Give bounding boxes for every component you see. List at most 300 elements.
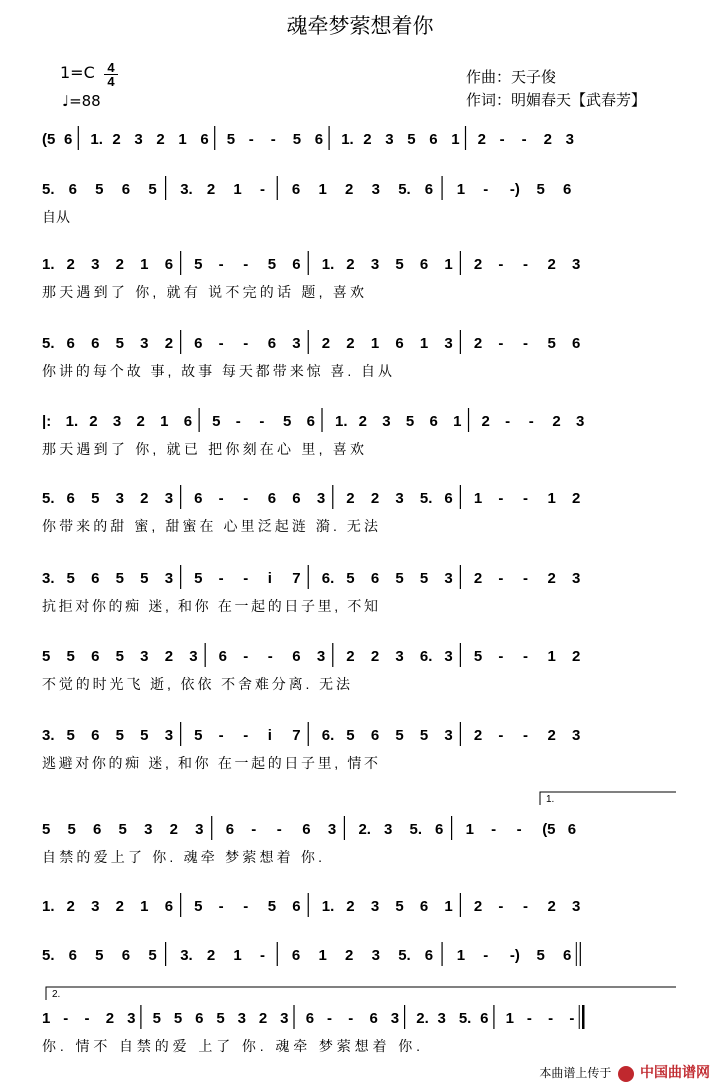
note: - [63, 1010, 69, 1027]
note: 2. [416, 1010, 429, 1027]
note: 5 [473, 648, 483, 665]
note: 5 [292, 131, 302, 148]
note: 1 [370, 335, 380, 352]
note: 2 [206, 947, 216, 964]
note: 3 [112, 413, 122, 430]
note: 2 [370, 648, 380, 665]
note: 1 [505, 1010, 514, 1027]
note: - [235, 413, 241, 430]
note: 5 [395, 256, 404, 273]
note: 2 [552, 413, 561, 430]
note: -) [509, 181, 520, 198]
note: 2 [346, 898, 355, 915]
lyricist-credit: 作词：明媚春天【武春芳】 [466, 91, 647, 109]
note: 1. [42, 898, 55, 915]
note: 3 [327, 821, 337, 838]
note: 5 [267, 256, 277, 273]
note: - [243, 898, 249, 915]
note: 6 [195, 1010, 204, 1027]
note: 3 [444, 570, 453, 587]
note: - [498, 490, 504, 507]
note: - [498, 570, 504, 587]
note: 2 [164, 648, 174, 665]
note: 5 [95, 947, 104, 964]
note: 3 [444, 335, 453, 352]
note: 6 [291, 181, 301, 198]
note: - [498, 898, 504, 915]
note: 1. [321, 256, 335, 273]
note: - [251, 821, 257, 838]
note: 6 [194, 335, 203, 352]
note: 5 [212, 413, 221, 430]
note: 5 [419, 727, 429, 744]
note: 1 [465, 821, 474, 838]
note: 6 [93, 821, 102, 838]
volta-second-bracket [46, 987, 676, 1000]
note: 7 [292, 727, 301, 744]
composer-credit: 作曲：天子俊 [466, 68, 557, 86]
note: i [267, 727, 272, 744]
note: 1 [233, 947, 242, 964]
note: 2 [321, 335, 331, 352]
note: 2 [346, 256, 355, 273]
note: 2 [66, 898, 75, 915]
note: 6 [164, 256, 174, 273]
note: 5. [458, 1010, 472, 1027]
note: 6 [68, 947, 77, 964]
note: 2 [115, 256, 124, 273]
note: 3 [164, 570, 174, 587]
note: - [522, 727, 528, 744]
note: 2 [547, 256, 556, 273]
note: 6 [395, 335, 404, 352]
note: 6 [292, 490, 301, 507]
note: 3 [280, 1010, 289, 1027]
note: 1 [318, 181, 327, 198]
note: 1 [178, 131, 187, 148]
note: 3 [292, 335, 301, 352]
note: 5. [42, 490, 55, 507]
note: 6 [480, 1010, 489, 1027]
note: 5. [398, 181, 411, 198]
note: 6 [91, 335, 100, 352]
note: 3 [572, 256, 581, 273]
note: 6 [91, 727, 100, 744]
note: 5 [66, 648, 75, 665]
note: - [522, 490, 528, 507]
note: 3 [127, 1010, 136, 1027]
note: (5 [42, 131, 56, 148]
note: -) [509, 947, 520, 964]
note: 5 [115, 335, 124, 352]
note: 5 [42, 648, 51, 665]
note: 6 [563, 947, 572, 964]
note: - [522, 648, 528, 665]
note: - [218, 727, 224, 744]
note: 6 [306, 413, 315, 430]
note: i [267, 570, 272, 587]
note: 1 [473, 490, 483, 507]
note: 2 [89, 413, 98, 430]
note: 2 [473, 898, 483, 915]
note: 6 [183, 413, 193, 430]
note: 1 [233, 181, 242, 198]
note: 3 [371, 181, 380, 198]
note: 5 [67, 821, 76, 838]
note: - [483, 181, 489, 198]
note: 5 [115, 570, 124, 587]
note: 6 [424, 181, 434, 198]
note: 2. [358, 821, 371, 838]
note: - [522, 256, 528, 273]
note: 5 [148, 947, 157, 964]
note: 5 [536, 947, 545, 964]
note: - [276, 821, 282, 838]
key-signature: 1=C [60, 63, 95, 82]
note: 3 [565, 131, 574, 148]
note: 5 [267, 898, 277, 915]
note: 1 [444, 898, 453, 915]
note: 5 [118, 821, 127, 838]
note: 6 [419, 256, 429, 273]
note: 5 [536, 181, 545, 198]
note: 5 [91, 490, 100, 507]
note: - [491, 821, 497, 838]
note: 3 [444, 648, 453, 665]
note: - [243, 256, 249, 273]
note: - [528, 413, 534, 430]
lyric-line: 自从 [42, 209, 70, 225]
tempo-marking: ♩=88 [62, 92, 101, 110]
upload-text: 本曲谱上传于 [539, 1066, 612, 1080]
note: - [483, 947, 489, 964]
note: 3 [91, 898, 100, 915]
repeat-start-sign: |: [42, 413, 52, 430]
note: 1. [42, 256, 55, 273]
note: 6 [444, 490, 453, 507]
note: 5. [42, 335, 55, 352]
note: 3. [180, 947, 193, 964]
note: 3 [140, 648, 149, 665]
note: 3 [144, 821, 153, 838]
note: 5. [419, 490, 433, 507]
lyric-line: 那天遇到了 你, 就有 说不完的话 题, 喜欢 [42, 284, 364, 300]
note: 6 [66, 335, 75, 352]
note: 6 [194, 490, 203, 507]
note: 3 [576, 413, 585, 430]
note: 5 [194, 256, 203, 273]
note: 6 [305, 1010, 315, 1027]
note: 5. [42, 181, 55, 198]
note: 2 [345, 181, 354, 198]
note: 5 [407, 131, 416, 148]
note: 2 [346, 648, 355, 665]
note: 6 [267, 335, 277, 352]
note: 3 [164, 490, 174, 507]
note: 3 [316, 490, 326, 507]
site-name: 中国曲谱网 [640, 1065, 710, 1081]
note: 2 [346, 335, 355, 352]
note: - [243, 648, 249, 665]
note: 2 [363, 131, 372, 148]
note: 2 [572, 648, 581, 665]
note: 3 [189, 648, 198, 665]
note: 5 [395, 727, 404, 744]
note: 7 [292, 570, 301, 587]
note: 1. [321, 898, 335, 915]
note: 5 [194, 898, 203, 915]
note: 2 [547, 570, 556, 587]
note: 2 [370, 490, 380, 507]
note: 1. [90, 131, 103, 148]
song-title: 魂牵梦萦想着你 [286, 14, 434, 38]
time-signature-bottom: 4 [107, 74, 115, 89]
note: 6 [435, 821, 444, 838]
note: - [499, 131, 505, 148]
note: 2 [105, 1010, 115, 1027]
note: 6 [292, 648, 301, 665]
note: 5 [395, 898, 404, 915]
note: - [498, 256, 504, 273]
note: 3 [115, 490, 124, 507]
note: - [259, 947, 265, 964]
note: - [522, 898, 528, 915]
note: 6 [302, 821, 311, 838]
note: - [498, 335, 504, 352]
lyric-line: 抗拒对你的痴 迷, 和你 在一起的日子里, 不知 [42, 598, 378, 614]
note: - [218, 570, 224, 587]
note: 3 [134, 131, 143, 148]
site-logo-icon [618, 1066, 634, 1082]
note: 5 [226, 131, 236, 148]
note: 6. [321, 570, 335, 587]
note: 5 [42, 821, 51, 838]
note: 5 [115, 648, 124, 665]
note: 2 [164, 335, 174, 352]
note: - [218, 335, 224, 352]
note: - [498, 727, 504, 744]
note: - [526, 1010, 532, 1027]
note: 6 [121, 947, 131, 964]
note: 1 [456, 947, 466, 964]
note: 3 [371, 947, 380, 964]
note: 5. [42, 947, 55, 964]
note: 2 [358, 413, 367, 430]
note: 6 [370, 570, 380, 587]
note: 3. [42, 570, 55, 587]
note: 2 [66, 256, 75, 273]
note: - [218, 898, 224, 915]
note: 1. [341, 131, 354, 148]
note: 5. [409, 821, 423, 838]
note: - [521, 131, 527, 148]
note: - [259, 181, 265, 198]
note: 5 [405, 413, 415, 430]
note: 6 [91, 570, 100, 587]
note: 2 [543, 131, 552, 148]
note: 6 [164, 898, 174, 915]
note: 1 [419, 335, 429, 352]
note: 6 [64, 131, 73, 148]
note: 5 [95, 181, 104, 198]
note: 1 [42, 1010, 51, 1027]
note: - [522, 335, 528, 352]
note: 2 [140, 490, 149, 507]
note: 6 [369, 1010, 378, 1027]
note: 2 [473, 335, 483, 352]
note: 2 [547, 727, 556, 744]
note: 2 [477, 131, 486, 148]
note: (5 [542, 821, 556, 838]
note: 5 [66, 727, 75, 744]
note: 2 [473, 727, 483, 744]
note: - [84, 1010, 90, 1027]
note: 6 [563, 181, 572, 198]
note: 3 [572, 898, 581, 915]
note: 1 [451, 131, 460, 148]
note: 5 [152, 1010, 161, 1027]
note: - [243, 490, 249, 507]
note: 6 [267, 490, 277, 507]
note: 5 [148, 181, 157, 198]
note: 1. [65, 413, 79, 430]
note: 3 [382, 413, 391, 430]
note: - [248, 131, 254, 148]
note: - [505, 413, 511, 430]
note: 5 [115, 727, 124, 744]
lyric-line: 不觉的时光飞 逝, 依依 不舍难分离. 无法 [42, 676, 350, 692]
note: 2 [346, 490, 355, 507]
note: 1 [318, 947, 327, 964]
note: 3 [385, 131, 394, 148]
note: 2 [136, 413, 145, 430]
note: 2 [115, 898, 124, 915]
note: 6 [292, 256, 301, 273]
note: 6 [424, 947, 434, 964]
note: 6 [292, 898, 301, 915]
note: 5 [419, 570, 429, 587]
time-signature-top: 4 [107, 60, 115, 75]
note: 1 [453, 413, 462, 430]
note: 2 [473, 256, 483, 273]
note: 5 [66, 570, 75, 587]
note: 5 [283, 413, 292, 430]
note: 3. [180, 181, 193, 198]
note: 5 [346, 727, 355, 744]
note: 2 [112, 131, 121, 148]
note: 1 [140, 256, 149, 273]
note: 3 [370, 898, 380, 915]
note: 3 [395, 490, 404, 507]
note: - [243, 570, 249, 587]
note: 6 [68, 181, 77, 198]
note: 3. [42, 727, 55, 744]
note: 3 [390, 1010, 400, 1027]
note: - [498, 648, 504, 665]
lyric-line: 那天遇到了 你, 就已 把你刻在心 里, 喜欢 [42, 441, 364, 457]
note: - [348, 1010, 354, 1027]
note: 5 [194, 727, 203, 744]
note: - [516, 821, 522, 838]
note: 1 [444, 256, 453, 273]
note: 1 [547, 490, 556, 507]
note: 3 [164, 727, 174, 744]
note: 3 [437, 1010, 446, 1027]
note: 2 [481, 413, 490, 430]
note: 5 [140, 727, 149, 744]
note: - [569, 1010, 575, 1027]
note: 6 [429, 413, 438, 430]
note: - [270, 131, 276, 148]
note: 3 [237, 1010, 246, 1027]
note: 5 [395, 570, 404, 587]
note: 6 [91, 648, 100, 665]
note: - [243, 335, 249, 352]
note: 5 [140, 570, 149, 587]
note: 6 [291, 947, 301, 964]
note: 6 [225, 821, 235, 838]
note: - [243, 727, 249, 744]
note: 6. [419, 648, 433, 665]
note: 5 [216, 1010, 225, 1027]
note: - [548, 1010, 554, 1027]
note: 2 [258, 1010, 268, 1027]
note: 2 [156, 131, 165, 148]
note: 3 [395, 648, 404, 665]
note: 2 [169, 821, 178, 838]
note: 6. [321, 727, 335, 744]
note: 5 [346, 570, 355, 587]
note: 5 [173, 1010, 183, 1027]
note: 1 [160, 413, 169, 430]
note: 2 [206, 181, 216, 198]
note: 3 [444, 727, 453, 744]
note: - [218, 490, 224, 507]
note: 6 [419, 898, 429, 915]
note: 1. [335, 413, 348, 430]
note: 3 [383, 821, 393, 838]
note: - [259, 413, 265, 430]
note: 3 [572, 727, 581, 744]
note: - [218, 256, 224, 273]
note: 1 [547, 648, 556, 665]
note: 6 [567, 821, 577, 838]
note: 5. [398, 947, 411, 964]
note: 3 [140, 335, 149, 352]
lyric-line: 逃避对你的痴 迷, 和你 在一起的日子里, 情不 [42, 755, 378, 771]
volta-second-label: 2. [52, 989, 61, 1000]
note: 6 [572, 335, 581, 352]
note: 3 [195, 821, 204, 838]
upload-footer [539, 1062, 710, 1082]
note: 6 [218, 648, 228, 665]
note: 6 [66, 490, 75, 507]
note: - [267, 648, 273, 665]
note: 3 [316, 648, 326, 665]
volta-first-bracket [540, 792, 676, 805]
volta-first-label: 1. [546, 794, 555, 805]
note: 6 [200, 131, 209, 148]
note: 6 [121, 181, 131, 198]
note: 6 [314, 131, 324, 148]
note: 2 [547, 898, 556, 915]
lyric-line: 自禁的爱上了 你. 魂牵 梦萦想着 你. [42, 849, 322, 865]
note: 3 [572, 570, 581, 587]
note: - [522, 570, 528, 587]
note: - [326, 1010, 332, 1027]
note: 2 [345, 947, 354, 964]
note: 2 [572, 490, 581, 507]
